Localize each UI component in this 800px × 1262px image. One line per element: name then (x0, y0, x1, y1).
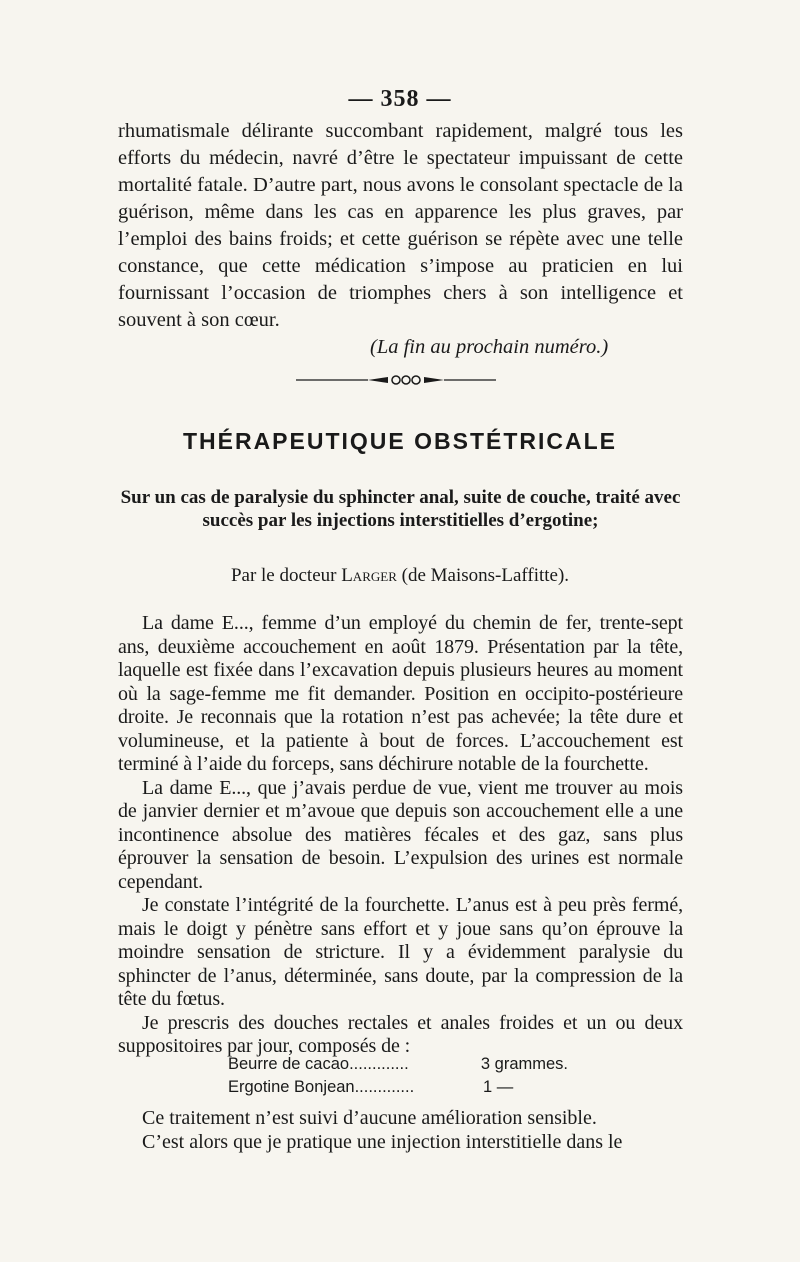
byline-prefix: Par le docteur (230, 565, 342, 586)
body-paragraph: La dame E..., femme d’un employé du chemin de fer, trente-sept ans, deuxième accouchement en août 1879. Présentation par la tête, laquelle est fixée dans l’excavation depuis plusieurs heures au moment où la sage-femme me fit demander. Position en occipito-postérieure droite. Je reconnais que la rotation n’est pas achevée; la tête dure et volumineuse, et la patiente à bout de forces. L’accouchement est terminé à l’aide du forceps, sans déchirure notable de la fourchette. (118, 612, 683, 775)
closing-text (118, 1106, 683, 1154)
continuation-block (118, 118, 683, 334)
ingredient-quantity: 3 grammes. (480, 1055, 568, 1073)
body-paragraph: Ce traitement n’est suivi d’aucune amélioration sensible. (142, 1107, 597, 1129)
article-title: Sur un cas de paralysie du sphincter anal, suite de couche, traité avec succès par les injections interstitielles d’ergotine; (120, 487, 681, 531)
body-paragraph: Je prescris des douches rectales et anales froides et un ou deux suppositoires par jour, composés de : (118, 1011, 683, 1057)
to-be-continued-note: (La fin au prochain numéro.) (370, 336, 609, 358)
body-paragraph: C’est alors que je pratique une injection interstitielle dans le (142, 1131, 623, 1153)
ingredient-name: Ergotine Bonjean............. (228, 1078, 415, 1096)
page-number: — 358 — (348, 86, 452, 112)
byline-suffix: (de Maisons-Laffitte). (396, 565, 570, 586)
prescription-item (228, 1076, 568, 1099)
article-body (118, 612, 683, 1059)
body-paragraph: La dame E..., que j’avais perdue de vue, vient me trouver au mois de janvier dernier et m’avoue que depuis son accouchement elle a une incontinence absolue des matières fécales et des gaz, sans plus éprouver la sensation de besoin. L’expulsion des urines est normale cependant. (118, 776, 683, 893)
ingredient-name: Beurre de cacao............. (228, 1055, 409, 1073)
prescription-list (228, 1053, 568, 1099)
ingredient-quantity: 1 — (483, 1078, 514, 1096)
continuation-paragraph: rhumatismale délirante succombant rapidement, malgré tous les efforts du médecin, navré d’être le spectateur impuissant de cette mortalité fatale. D’autre part, nous avons le consolant spectacle de la guérison, même dans les cas en apparence les plus graves, par l’emploi des bains froids; et cette guérison se répète avec une telle constance, que cette médication s’impose au praticien en lui fournissant l’occasion de triomphes chers à son intelligence et souvent à son cœur. (118, 120, 683, 331)
byline-author: Larger (341, 565, 397, 586)
prescription-item (228, 1053, 568, 1076)
body-paragraph: Je constate l’intégrité de la fourchette. L’anus est à peu près fermé, mais le doigt y pénètre sans effort et y joue sans qu’on éprouve la moindre sensation de stricture. Il y a évidemment paralysie du sphincter de l’anus, déterminée, sans doute, par la compression de la tête du fœtus. (118, 894, 683, 1010)
byline (0, 565, 800, 587)
ornamental-divider (296, 372, 496, 388)
section-heading: THÉRAPEUTIQUE OBSTÉTRICALE (182, 428, 618, 454)
